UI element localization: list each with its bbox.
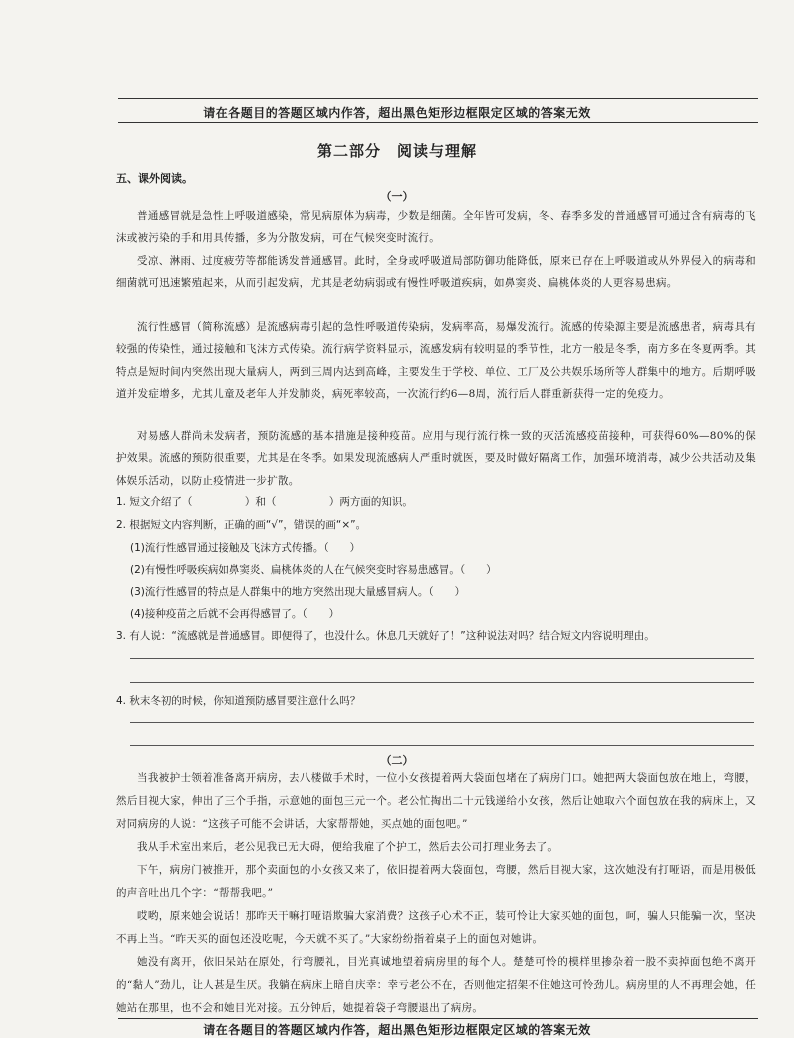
top-frame-line [118,122,758,123]
passage-2-paragraph: 我从手术室出来后，老公见我已无大碍，便给我雇了个护工，然后去公司打理业务去了。 [137,841,559,853]
passage-2-title: （二） [380,754,414,767]
passage-2-paragraph: 当我被护士领着准备离开病房，去八楼做手术时，一位小女孩提着两大袋面包堵在了病房门口。她把两大袋面包放在地上，弯腰，然后目视大家，伸出了三个手指，示意她的面包三元一个。老公忙掏出二十元钱递给小女孩，然后让她取六个面包放在我的病床上，又对同病房的人说：“这孩子可能不会讲话，大家帮帮她，买点她的面包吧。” [116,772,756,830]
passage-2-paragraph: 她没有离开，依旧呆站在原处，行弯腰礼，目光真诚地望着病房里的每个人。楚楚可怜的模样里掺杂着一股不卖掉面包绝不离开的“黏人”劲儿，让人甚是生厌。我躺在病床上暗自庆幸：幸亏老公不在，否则他定招架不住她这可怜劲儿。病房里的人不再理会她，任她站在那里，也不会和她目光对接。五分钟后，她提着袋子弯腰退出了病房。 [116,956,756,1014]
question-2-item: (2)有慢性呼吸疾病如鼻窦炎、扁桃体炎的人在气候突变时容易患感冒。（ ） [130,564,497,576]
passage-1-paragraph: 流行性感冒（简称流感）是流感病毒引起的急性呼吸道传染病，发病率高，易爆发流行。流感的传染源主要是流感患者，病毒具有较强的传染性，通过接触和飞沫方式传染。流行病学资料显示，流感发病有较明显的季节性，北方一般是冬季，南方多在冬夏两季。其特点是短时间内突然出现大量病人，两到三周内达到高峰，主要发生于学校、单位、工厂及公共娱乐场所等人群集中的地方。后期呼吸道并发症增多，尤其儿童及老年人并发肺炎，病死率较高，一次流行约6—8周，流行后人群重新获得一定的免疫力。 [116,321,756,400]
question-1: 1. 短文介绍了（ ）和（ ）两方面的知识。 [116,496,413,508]
answer-area-notice-bottom: 请在各题目的答题区域内作答，超出黑色矩形边框限定区域的答案无效 [203,1023,591,1037]
question-2: 2. 根据短文内容判断，正确的画“√”，错误的画“×”。 [116,519,367,531]
answer-area-notice-top: 请在各题目的答题区域内作答，超出黑色矩形边框限定区域的答案无效 [203,106,591,120]
passage-2-paragraph: 下午，病房门被推开，那个卖面包的小女孩又来了，依旧提着两大袋面包，弯腰，然后目视大家，这次她没有打哑语，而是用极低的声音吐出几个字：“帮帮我吧。” [116,864,756,899]
answer-line[interactable] [130,682,754,683]
passage-1-paragraph: 对易感人群尚未发病者，预防流感的基本措施是接种疫苗。应用与现行流行株一致的灭活流感疫苗接种，可获得60%—80%的保护效果。流感的预防很重要，尤其是在冬季。如果发现流感病人严重时就医，要及时做好隔离工作，加强环境消毒，减少公共活动及集体娱乐活动，以防止疫情进一步扩散。 [116,430,756,487]
question-4: 4. 秋末冬初的时候，你知道预防感冒要注意什么吗？ [116,695,361,707]
passage-2-paragraph: 哎哟，原来她会说话！那昨天干嘛打哑语欺骗大家消费？这孩子心术不正，装可怜让大家买她的面包，呵，骗人只能骗一次，坚决不再上当。“昨天买的面包还没吃呢，今天就不买了。”大家纷纷指着桌子上的面包对她讲。 [116,910,756,945]
answer-line[interactable] [130,745,754,746]
question-3: 3. 有人说：“流感就是普通感冒。即便得了，也没什么。休息几天就好了！”这种说法对吗？结合短文内容说明理由。 [116,630,655,642]
passage-1-paragraph: 普通感冒就是急性上呼吸道感染，常见病原体为病毒，少数是细菌。全年皆可发病，冬、春季多发的普通感冒可通过含有病毒的飞沫或被污染的手和用具传播，多为分散发病，可在气候突变时流行。 [116,210,756,245]
bottom-frame-line [118,1018,758,1019]
part-title: 第二部分 阅读与理解 [316,142,477,160]
question-2-item: (1)流行性感冒通过接触及飞沫方式传播。（ ） [130,542,361,554]
passage-1-paragraph: 受凉、淋雨、过度疲劳等都能诱发普通感冒。此时，全身或呼吸道局部防御功能降低，原来已存在上呼吸道或从外界侵入的病毒和细菌就可迅速繁殖起来，从而引起发病，尤其是老幼病弱或有慢性呼吸道疾病，如鼻窦炎、扁桃体炎的人更容易患病。 [116,255,756,290]
answer-line[interactable] [130,722,754,723]
passage-1-title: （一） [380,190,414,203]
top-border-line [118,98,758,99]
question-2-item: (4)接种疫苗之后就不会再得感冒了。（ ） [130,608,340,620]
answer-line[interactable] [130,658,754,659]
section-label: 五、课外阅读。 [116,172,193,185]
question-2-item: (3)流行性感冒的特点是人群集中的地方突然出现大量感冒病人。（ ） [130,586,466,598]
